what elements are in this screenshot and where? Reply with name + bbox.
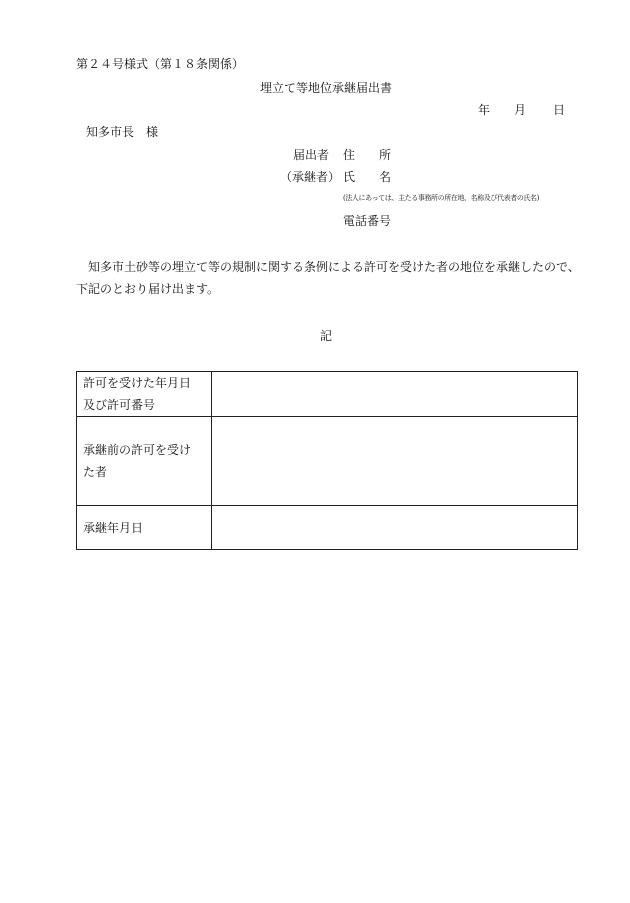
- notifier-label: 届出者: [293, 148, 330, 162]
- table-row: [77, 417, 578, 506]
- name-label: 氏 名: [343, 170, 392, 184]
- row-value-permit-date[interactable]: [212, 372, 578, 417]
- body-text: 知多市土砂等の埋立て等の規制に関する条例による許可を受けた者の地位を承継したので、下記のとおり届け出ます。: [76, 260, 580, 296]
- successor-label: （承継者）: [280, 170, 341, 184]
- row-label-succession-date: 承継年月日: [77, 506, 212, 550]
- form-number: 第２４号様式（第１８条関係）: [76, 57, 245, 71]
- row-label-permit-date: 許可を受けた年月日 及び許可番号: [77, 372, 212, 417]
- document-title: 埋立て等地位承継届出書: [260, 81, 393, 95]
- date-year: 年: [478, 103, 491, 117]
- details-table: [76, 371, 578, 550]
- date-month: 月: [514, 103, 527, 117]
- addressee: 知多市長 様: [86, 125, 159, 139]
- corporate-note: (法人にあっては、主たる事務所の所在地、名称及び代表者の氏名): [343, 194, 539, 202]
- row-value-previous-holder[interactable]: [212, 417, 578, 506]
- table-row: [77, 372, 578, 417]
- date-day: 日: [553, 103, 566, 117]
- table-row: [77, 506, 578, 550]
- row-label-previous-holder: 承継前の許可を受け た者: [77, 417, 212, 506]
- row-value-succession-date[interactable]: [212, 506, 578, 550]
- address-label: 住 所: [343, 148, 392, 162]
- phone-label: 電話番号: [343, 214, 392, 228]
- ki-marker: 記: [320, 329, 333, 343]
